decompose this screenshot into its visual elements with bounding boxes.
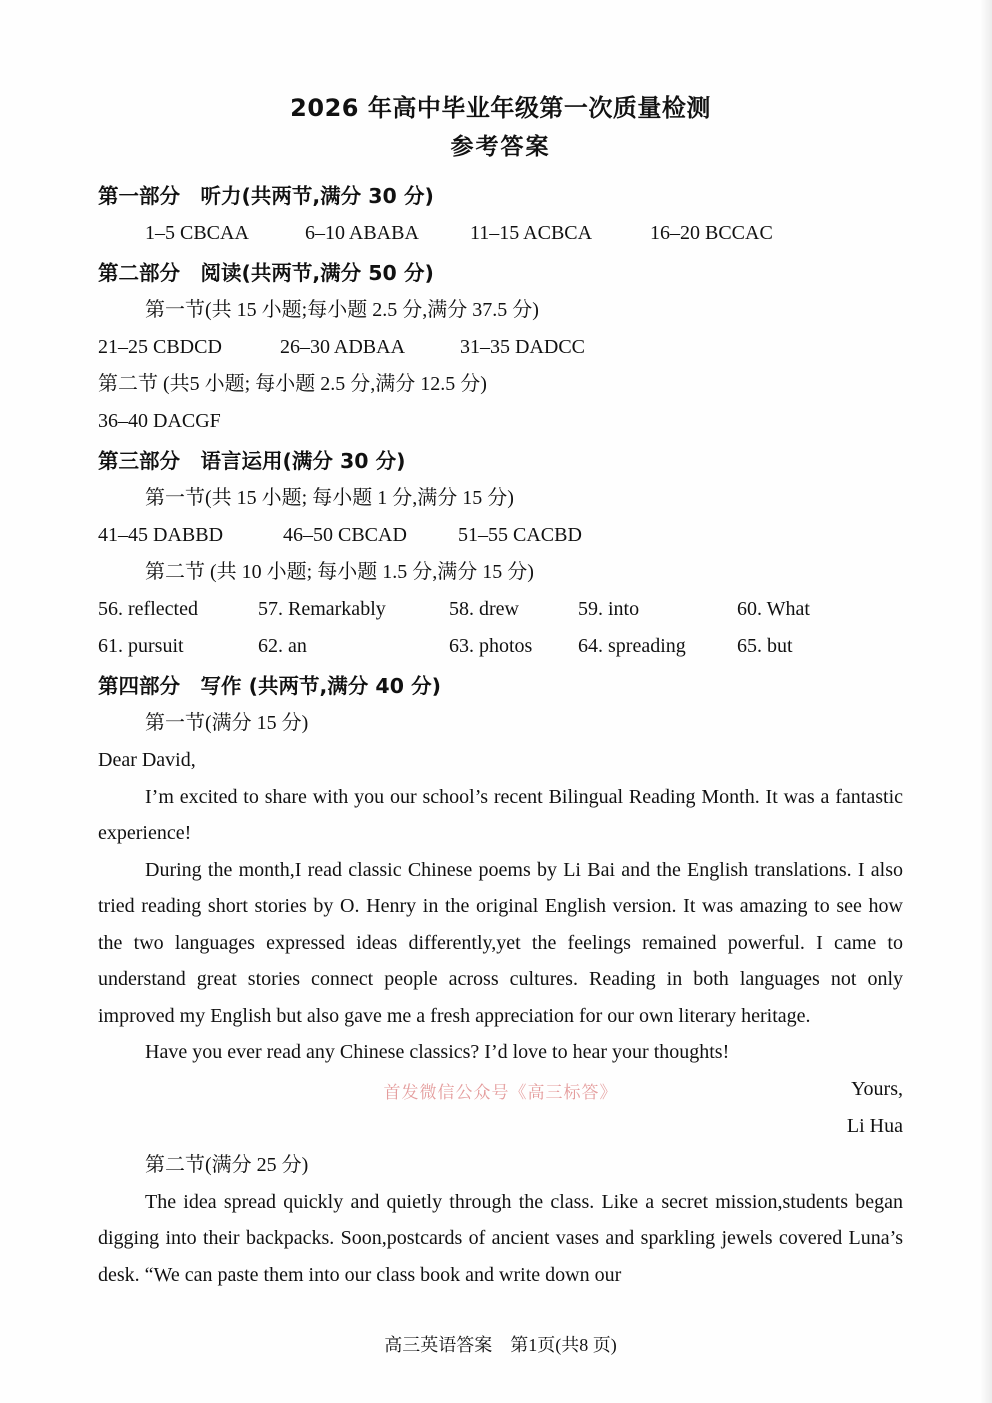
letter-paragraph: Have you ever read any Chinese classics? I’d love to hear your thoughts! xyxy=(145,1041,730,1063)
part4-section2-label: 第二节(满分 25 分) xyxy=(145,1153,309,1176)
doc-title: 2026 年高中毕业年级第一次质量检测 xyxy=(290,94,711,122)
answer-item: 63. photos xyxy=(449,635,533,657)
answer-item: 59. into xyxy=(578,598,640,620)
part1-answer-row xyxy=(98,215,903,252)
part3-words-row1 xyxy=(98,591,903,628)
part3-words-row2 xyxy=(98,628,903,665)
answer-group: 31–35 DADCC xyxy=(460,336,586,358)
doc-subtitle: 参考答案 xyxy=(450,134,551,160)
part2-answer-row1 xyxy=(98,329,903,366)
part1-heading: 第一部分 听力(共两节,满分 30 分) xyxy=(98,184,434,208)
answer-group: 46–50 CBCAD xyxy=(283,524,407,546)
letter-paragraph: During the month,I read classic Chinese poems by Li Bai and the English translations. I also tried reading short stories by O. Henry in the original English version. It was amazing to see how the two languages expressed ideas differently,yet the feelings remained powerful. I came to understand great stories connect people across cultures. Reading in both languages not only improved my English but also gave me a fresh appreciation for our own literary heritage. xyxy=(98,858,903,1027)
page-footer: 高三英语答案 第1页(共8 页) xyxy=(384,1335,617,1355)
letter-salutation: Dear David, xyxy=(98,749,196,771)
part3-section1-label: 第一节(共 15 小题; 每小题 1 分,满分 15 分) xyxy=(145,487,514,509)
part3-section2-label: 第二节 (共 10 小题; 每小题 1.5 分,满分 15 分) xyxy=(145,561,534,583)
sample-letter xyxy=(98,742,903,1145)
answer-group: 1–5 CBCAA xyxy=(145,222,249,244)
watermark-text: 首发微信公众号《高三标答》 xyxy=(383,1082,618,1103)
answer-item: 65. but xyxy=(737,635,793,657)
part2-heading: 第二部分 阅读(共两节,满分 50 分) xyxy=(98,261,434,285)
letter-paragraph: I’m excited to share with you our school’s recent Bilingual Reading Month. It was a fantastic experience! xyxy=(98,785,903,844)
part2-answer-row2: 36–40 DACGF xyxy=(98,410,221,432)
answer-group: 16–20 BCCAC xyxy=(650,222,773,244)
answer-item: 56. reflected xyxy=(98,598,198,620)
answer-group: 11–15 ACBCA xyxy=(470,222,593,244)
part4-section1-label: 第一节(满分 15 分) xyxy=(145,712,309,734)
part3-answer-row1 xyxy=(98,517,903,554)
answer-item: 64. spreading xyxy=(578,635,686,657)
part3-heading: 第三部分 语言运用(满分 30 分) xyxy=(98,449,406,473)
answer-item: 57. Remarkably xyxy=(258,598,386,620)
answer-item: 62. an xyxy=(258,635,307,657)
answer-item: 61. pursuit xyxy=(98,635,184,657)
part4-heading: 第四部分 写作 (共两节,满分 40 分) xyxy=(98,674,441,698)
letter-signature: Li Hua xyxy=(846,1114,903,1137)
answer-group: 41–45 DABBD xyxy=(98,524,224,546)
answer-group: 26–30 ADBAA xyxy=(280,336,406,358)
part2-section2-label: 第二节 (共5 小题; 每小题 2.5 分,满分 12.5 分) xyxy=(98,373,487,395)
letter-closing: Yours, xyxy=(851,1077,903,1100)
letter-closing-line xyxy=(98,1071,903,1108)
answer-group: 51–55 CACBD xyxy=(458,524,582,546)
part2-section1-label: 第一节(共 15 小题;每小题 2.5 分,满分 37.5 分) xyxy=(145,299,539,321)
answer-item: 58. drew xyxy=(449,598,519,620)
answer-group: 21–25 CBDCD xyxy=(98,336,222,358)
essay-paragraph: The idea spread quickly and quietly through the class. Like a secret mission,students began digging into their backpacks. Soon,postcards of ancient vases and sparkling jewels covered Luna’s desk. “We can paste them into our class book and write down our xyxy=(98,1190,903,1286)
answer-group: 6–10 ABABA xyxy=(305,222,419,244)
answer-item: 60. What xyxy=(737,598,810,620)
